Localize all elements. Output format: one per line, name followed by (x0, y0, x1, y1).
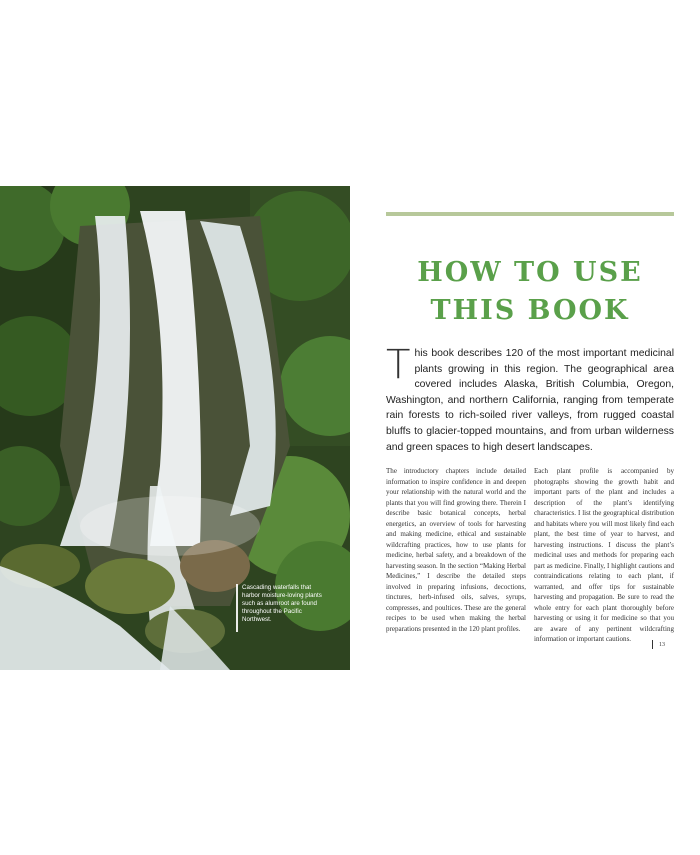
body-column-left: The introductory chapters include detailed information to inspire confidence in and deepen your relationship with the natural world and the plants that you will find growing there. Therein I describe basic botanical concepts, herbal energetics, an overview of tools for harvesting and making medicine, ethical and sustainable wildcrafting practices, how to use plants for medicine, herbal safety, and a breakdown of the harvesting season. In the section “Making Herbal Medicines,” I describe the detailed steps involved in preparing infusions, decoctions, tinctures, herb-infused oils, salves, syrups, compresses, and poultices. These are the general recipes to be used when making the herbal preparations presented in the 120 plant profiles. (386, 467, 526, 633)
intro-paragraph (386, 342, 674, 455)
page-folio (652, 640, 665, 649)
page-number: 13 (659, 641, 665, 648)
photo-caption: Cascading waterfalls that harbor moisture-loving plants such as alumroot are found throughout the Pacific Northwest. (242, 584, 322, 623)
waterfall-photo (0, 186, 350, 670)
page-title (386, 254, 674, 330)
title-line-2: THIS BOOK (430, 295, 630, 326)
intro-text: his book describes 120 of the most important medicinal plants growing in this region. The geographical area covered includes Alaska, British Columbia, Oregon, Washington, and northern California, ranging from temperate rain forests to rich-soiled river valleys, from rugged coastal bluffs to glacier-topped mountains, and from urban wilderness and green spaces to high desert landscapes. (386, 348, 674, 453)
title-line-1: HOW TO USE (417, 257, 643, 288)
body-column-right: Each plant profile is accompanied by photographs showing the growth habit and important parts of the plant and includes a description of the plant’s identifying characteristics. I list the geographical distribution and habitats where you will most likely find each plant, the best time of year to harvest, and harvesting instructions. I discuss the plant’s medicinal uses and methods for preparing each part as medicine. Finally, I highlight cautions and contraindications relating to each plant, if warranted, and offer tips for sustainable harvesting and propagation. Be sure to read the whole entry for each plant thoroughly before harvesting or using it for medicine so that you are aware of any pertinent wildcrafting information or important cautions. (534, 467, 674, 643)
folio-bar (652, 640, 653, 649)
caption-rule (236, 584, 238, 632)
header-rule (386, 212, 674, 216)
drop-cap: T (386, 342, 411, 388)
